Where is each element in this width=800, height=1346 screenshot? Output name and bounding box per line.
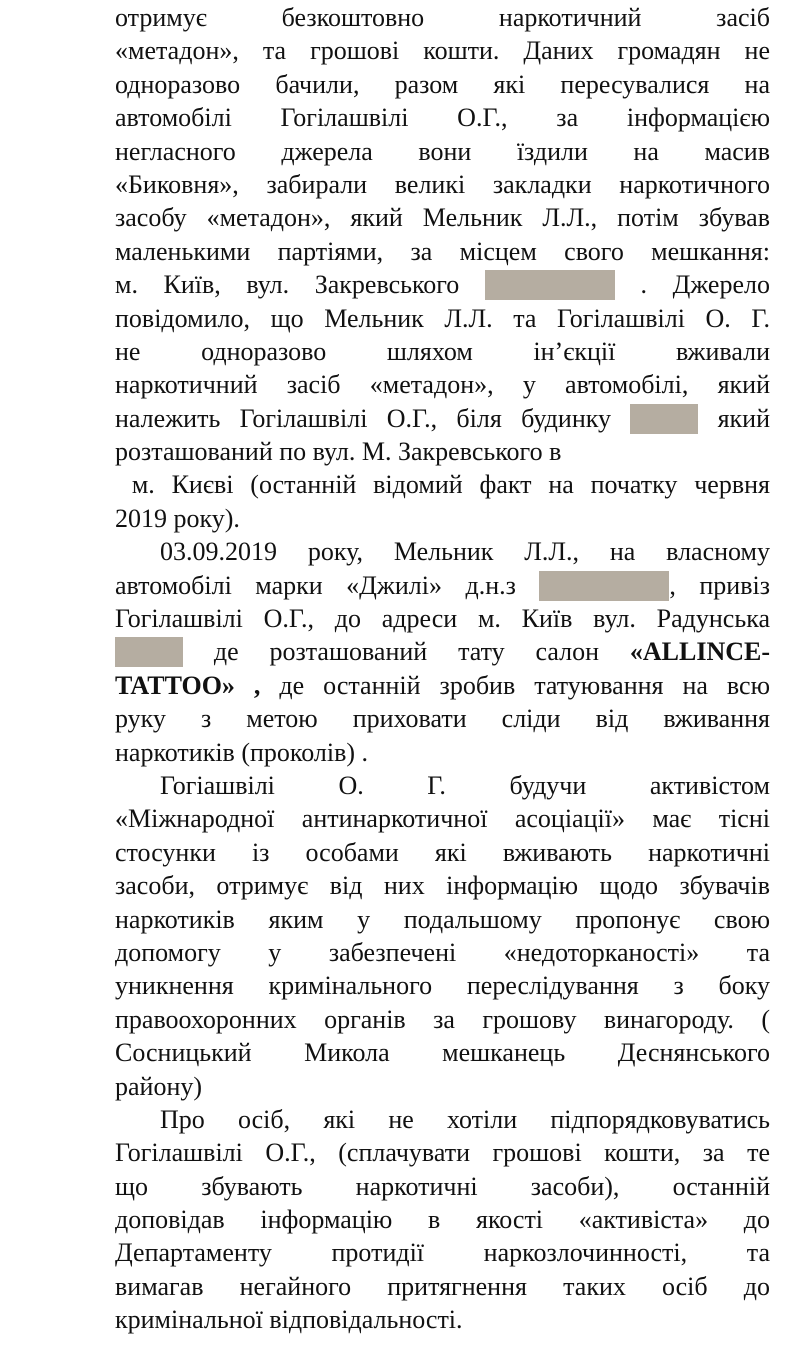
redacted-block: [630, 404, 698, 434]
line-text: автомобілі марки «Джилі» д.н.з: [115, 570, 540, 600]
line-text: належить Гогілашвілі О.Г., біля будинку: [115, 403, 631, 433]
text-line: [115, 602, 770, 635]
text-line: [115, 1, 770, 34]
text-line: [115, 1236, 770, 1269]
line-text: 2019 року).: [115, 503, 240, 533]
redacted-block: [115, 637, 183, 667]
text-line: [115, 502, 770, 535]
text-line: [115, 969, 770, 1002]
line-text: Департаменту протидії наркозлочинності, та: [115, 1238, 770, 1268]
line-text: . Джерело: [614, 270, 770, 300]
paragraph-first-line: [115, 1103, 770, 1136]
line-text: правоохоронних органів за грошову винагороду. (: [115, 1004, 770, 1034]
line-text: наркотичний засіб «метадон», у автомобілі, який: [115, 370, 770, 400]
text-line: [115, 68, 770, 101]
bold-text: TATTOO» ,: [115, 670, 261, 700]
text-line: [115, 569, 770, 602]
line-text: м. Києві (останній відомий факт на початку червня: [115, 470, 770, 500]
line-text: кримінальної відповідальності.: [115, 1305, 463, 1335]
text-line: [115, 1003, 770, 1036]
line-text: який: [698, 403, 771, 433]
redacted-block: [485, 270, 615, 300]
text-line: [115, 368, 770, 401]
line-text: одноразово бачили, разом які пересувалися на: [115, 69, 770, 99]
line-text: не одноразово шляхом ін’єкції вживали: [115, 336, 770, 366]
text-line: [115, 802, 770, 835]
text-line: [115, 402, 770, 435]
line-text: доповідав інформацію в якості «активіста» до: [115, 1205, 770, 1235]
text-line: [115, 1203, 770, 1236]
text-line: [115, 869, 770, 902]
text-line: [115, 635, 770, 668]
text-line: [115, 1303, 770, 1336]
line-text: засоби, отримує від них інформацію щодо збувачів: [115, 871, 770, 901]
line-text: наркотиків яким у подальшому пропонує свою: [115, 904, 770, 934]
document-page: [115, 1, 770, 1337]
bold-text: «ALLINCE-: [629, 637, 770, 667]
text-line: [115, 468, 770, 501]
line-text: Сосницький Микола мешканець Деснянського: [115, 1038, 770, 1068]
line-text: засобу «метадон», який Мельник Л.Л., потім збував: [115, 203, 770, 233]
text-line: [115, 1070, 770, 1103]
line-text: автомобілі Гогілашвілі О.Г., за інформацією: [115, 103, 770, 133]
line-text: негласного джерела вони їздили на масив: [115, 136, 770, 166]
line-text: району): [115, 1071, 203, 1101]
text-line: [115, 936, 770, 969]
text-line: [115, 1270, 770, 1303]
text-line: [115, 903, 770, 936]
line-text: стосунки із особами які вживають наркотичні: [115, 837, 770, 867]
line-text: руку з метою приховати сліди від вживання: [115, 704, 770, 734]
line-text: Гогілашвілі О.Г., до адреси м. Київ вул. Радунська: [115, 604, 770, 634]
text-line: [115, 135, 770, 168]
text-line: [115, 168, 770, 201]
line-text: , привіз: [669, 570, 770, 600]
text-line: [115, 201, 770, 234]
paragraph-first-line: [115, 535, 770, 568]
text-line: [115, 268, 770, 301]
text-line: [115, 101, 770, 134]
text-line: [115, 435, 770, 468]
line-text: «Міжнародної антинаркотичної асоціації» має тісні: [115, 804, 770, 834]
line-text: «Биковня», забирали великі закладки наркотичного: [115, 169, 770, 199]
text-line: [115, 736, 770, 769]
text-line: [115, 1136, 770, 1169]
line-text: 03.09.2019 року, Мельник Л.Л., на власному: [160, 537, 770, 567]
text-line: [115, 669, 770, 702]
text-line: [115, 335, 770, 368]
line-text: де розташований тату салон: [183, 637, 630, 667]
line-text: повідомило, що Мельник Л.Л. та Гогілашвілі О. Г.: [115, 303, 770, 333]
text-line: [115, 836, 770, 869]
text-line: [115, 1036, 770, 1069]
line-text: уникнення кримінального переслідування з боку: [115, 971, 770, 1001]
line-text: допомогу у забезпечені «недоторканості» та: [115, 937, 770, 967]
line-text: «метадон», та грошові кошти. Даних громадян не: [115, 36, 770, 66]
text-line: [115, 702, 770, 735]
text-line: [115, 1170, 770, 1203]
paragraph-first-line: [115, 769, 770, 802]
line-text: отримує безкоштовно наркотичний засіб: [115, 3, 770, 32]
line-text: м. Київ, вул. Закревського: [115, 270, 485, 300]
line-text: маленькими партіями, за місцем свого мешкання:: [115, 236, 770, 266]
line-text: Про осіб, які не хотіли підпорядковуватись: [160, 1104, 770, 1134]
line-text: Гогілашвілі О.Г., (сплачувати грошові кошти, за те: [115, 1138, 770, 1168]
line-text: розташований по вул. М. Закревського в: [115, 437, 562, 467]
text-line: [115, 235, 770, 268]
text-line: [115, 302, 770, 335]
line-text: Гогіашвілі О. Г. будучи активістом: [160, 770, 770, 800]
text-line: [115, 34, 770, 67]
redacted-block: [539, 571, 669, 601]
line-text: наркотиків (проколів) .: [115, 737, 369, 767]
line-text: де останній зробив татуювання на всю: [260, 670, 771, 700]
line-text: вимагав негайного притягнення таких осіб до: [115, 1271, 770, 1301]
line-text: що збувають наркотичні засоби), останній: [115, 1171, 770, 1201]
